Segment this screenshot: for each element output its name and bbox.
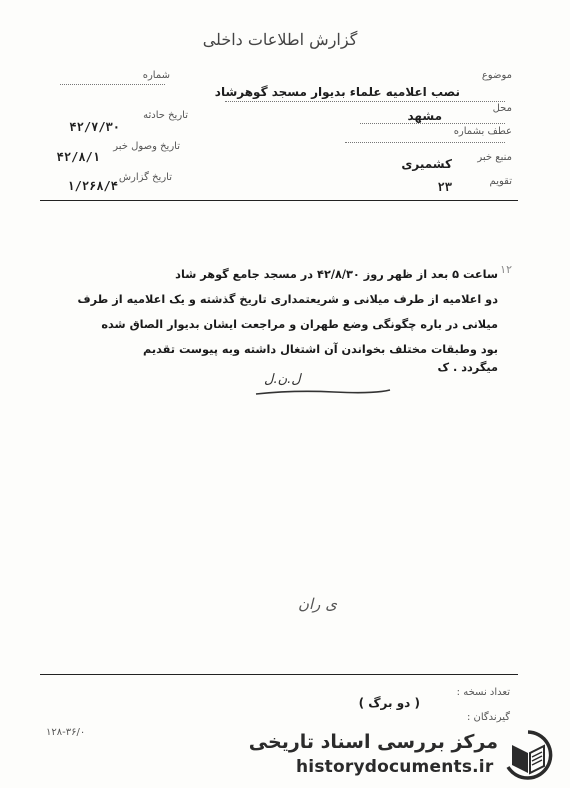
place-value: مشهد [407, 109, 442, 123]
watermark-url: historydocuments.ir [296, 757, 494, 777]
calendar-label: تقویم [489, 176, 512, 187]
received-date-label: تاریخ وصول خبر [113, 141, 180, 152]
incident-date-value: ۴۲/۷/۳۰ [69, 120, 120, 134]
open-book-emblem-icon [502, 729, 554, 781]
subject-label: موضوع [481, 70, 512, 81]
document-code: ۱۲۸-۳۶/۰ [46, 727, 86, 738]
news-source-value: کشمیری [401, 157, 452, 171]
body-line-1: ساعت ۵ بعد از ظهر روز ۴۲/۸/۳۰ در مسجد جامع گوهر شاد [175, 268, 498, 281]
recipients-label: گیرندگان : [466, 712, 510, 723]
body-line-3: میلانی در باره چگونگی وضع طهران و مراجعت ایشان بدیوار الصاق شده [101, 318, 498, 331]
subject-underline [225, 101, 505, 102]
place-label: محل [492, 103, 512, 114]
reference-underline [345, 142, 505, 143]
received-date-value: ۴۲/۸/۱ [56, 150, 100, 164]
footer-separator [40, 674, 518, 675]
report-date-value: ۱/۲۶۸/۴ [67, 179, 118, 193]
body-line-2: دو اعلامیه از طرف میلانی و شریعتمداری تاریخ گذشته و یک اعلامیه از طرف [77, 293, 498, 306]
handwritten-initials: ل.ن.ل [264, 372, 301, 387]
header-separator [40, 200, 518, 201]
middle-handwriting: ی ران [298, 595, 337, 613]
number-underline [60, 84, 165, 85]
body-line-4: بود وطبقات مختلف بخواندن آن اشتغال داشته وبه پیوست تقدیم [143, 343, 498, 356]
news-source-label: منبع خبر [477, 152, 512, 163]
document-title: گزارش اطلاعات داخلی [202, 30, 358, 49]
report-date-label: تاریخ گزارش [118, 172, 172, 183]
signature-underline [254, 384, 394, 400]
body-marker: ۱۲ [500, 263, 512, 276]
incident-date-label: تاریخ حادثه [143, 110, 188, 121]
watermark-org-name: مرکز بررسی اسناد تاریخی [248, 731, 498, 753]
number-label: شماره [142, 70, 170, 81]
place-underline [360, 123, 505, 124]
reference-number-label: عطف بشماره [453, 126, 512, 137]
subject-value: نصب اعلامیه علماء بدیوار مسجد گوهرشاد [214, 85, 460, 99]
calendar-value: ۲۳ [437, 180, 452, 194]
copies-value: ( دو برگ ) [358, 696, 420, 710]
body-line-5: میگردد . ک [437, 361, 498, 374]
copies-label: تعداد نسخه : [456, 687, 510, 698]
